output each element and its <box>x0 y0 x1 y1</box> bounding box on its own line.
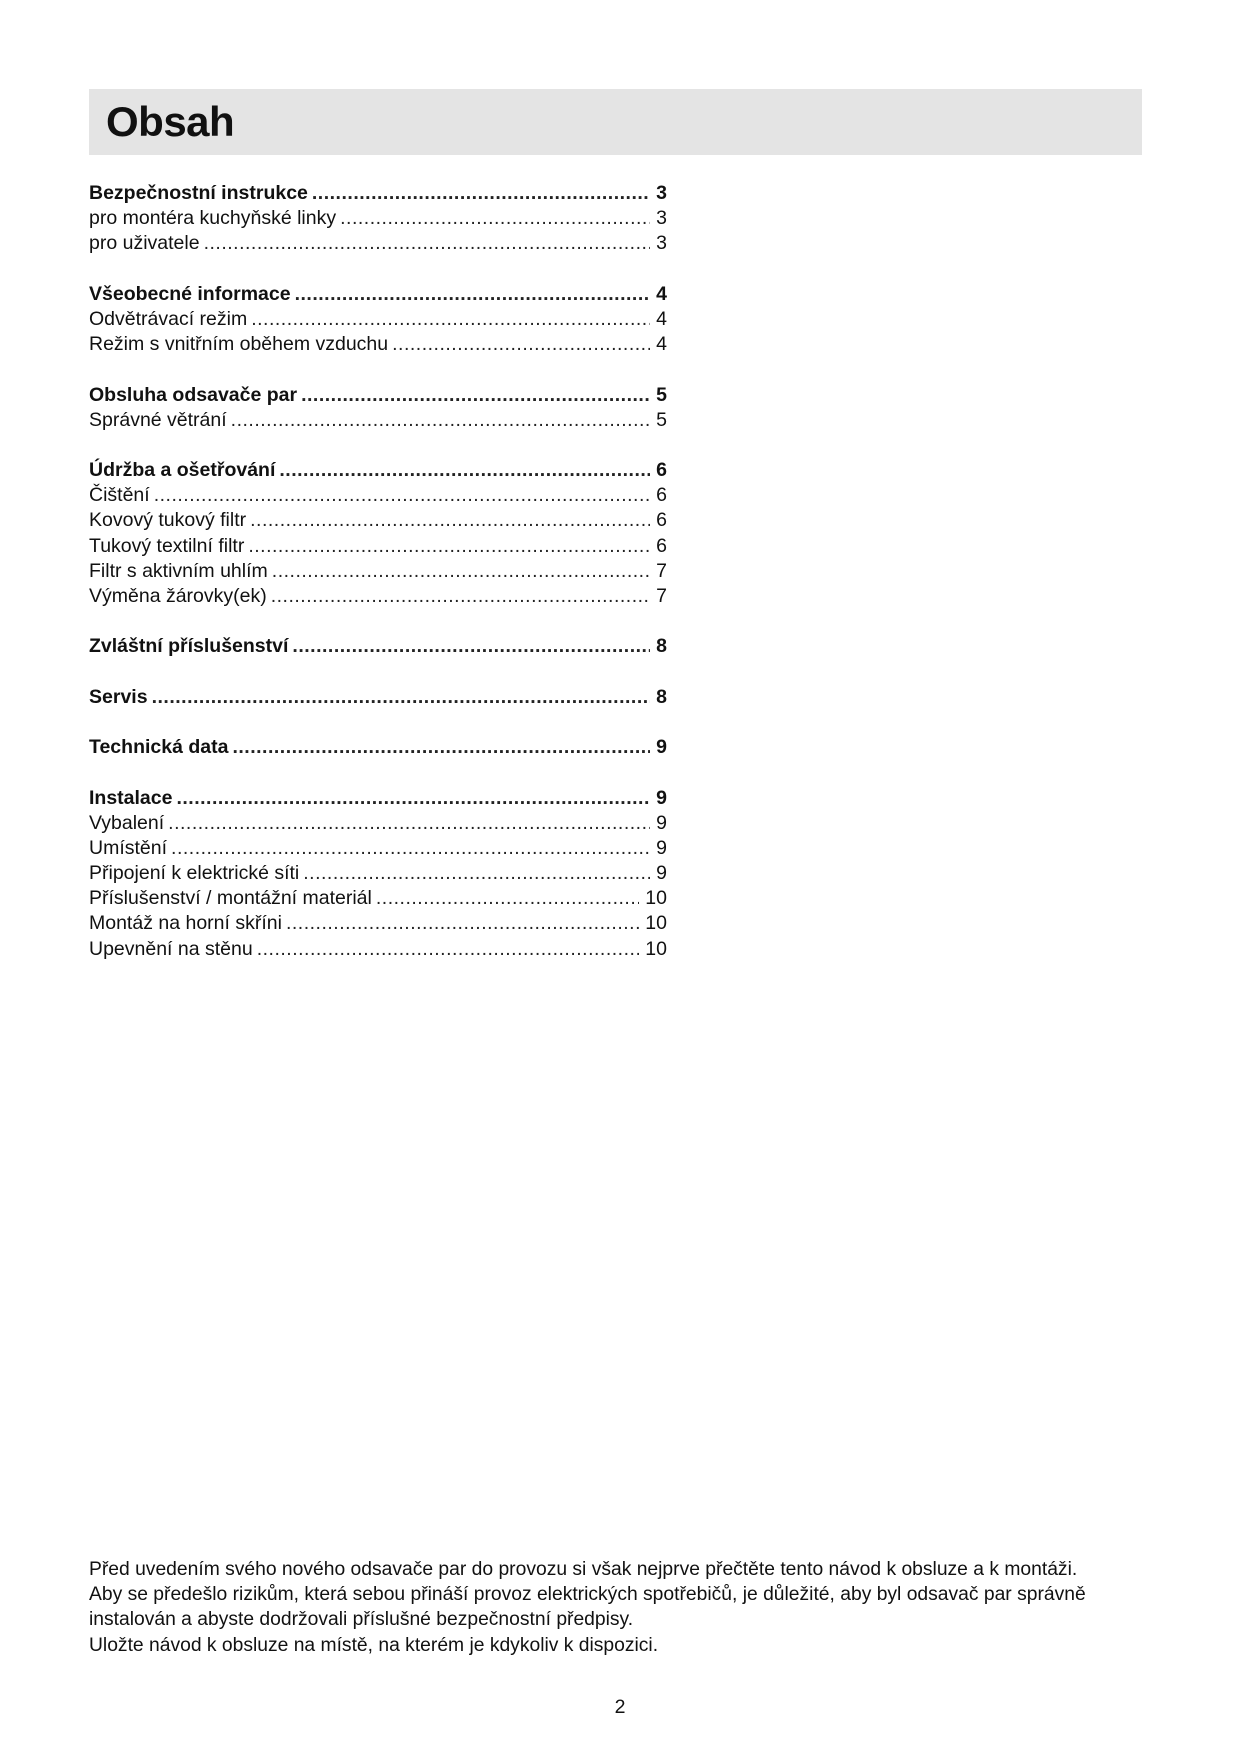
toc-page-number: 9 <box>656 862 667 885</box>
toc-page-number: 9 <box>656 836 667 859</box>
toc-entry <box>89 584 667 609</box>
toc-section <box>89 634 667 659</box>
toc-page-number: 10 <box>645 912 667 935</box>
toc-label: Upevnění na stěnu <box>89 937 253 960</box>
toc-label: Kovový tukový filtr <box>89 509 247 532</box>
toc-page-number: 5 <box>656 383 667 406</box>
toc-label: Servis <box>89 685 148 708</box>
toc-page-number: 6 <box>656 459 667 482</box>
toc-leader-dots <box>295 282 651 307</box>
toc-leader-dots <box>250 508 650 533</box>
toc-page-number: 4 <box>656 333 667 356</box>
toc-label: Umístění <box>89 836 168 859</box>
toc-entry <box>89 408 667 433</box>
toc-leader-dots <box>340 206 650 231</box>
toc-page-number: 8 <box>656 635 667 658</box>
toc-page-number: 3 <box>656 182 667 204</box>
toc-page-number: 9 <box>656 736 667 759</box>
toc-heading <box>89 735 667 760</box>
toc-leader-dots <box>292 634 650 659</box>
toc-entry <box>89 886 667 911</box>
toc-label: Filtr s aktivním uhlím <box>89 559 268 582</box>
toc-leader-dots <box>257 937 640 962</box>
intro-text <box>89 1557 1149 1658</box>
toc-entry <box>89 231 667 256</box>
toc-label: Bezpečnostní instrukce <box>89 182 308 204</box>
page-number: 2 <box>614 1696 626 1718</box>
toc-heading <box>89 282 667 307</box>
toc-section <box>89 735 667 760</box>
toc-label: Připojení k elektrické síti <box>89 862 300 885</box>
toc-label: Čištění <box>89 484 150 507</box>
toc-leader-dots <box>232 735 650 760</box>
toc-entry <box>89 307 667 332</box>
toc-leader-dots <box>152 685 651 710</box>
toc-entry <box>89 811 667 836</box>
toc-page-number: 5 <box>656 408 667 431</box>
title-bar <box>89 89 1142 155</box>
toc-leader-dots <box>279 458 650 483</box>
toc-entry <box>89 559 667 584</box>
toc-label: Technická data <box>89 736 229 759</box>
toc-label: Montáž na horní skříni <box>89 912 282 935</box>
toc-page-number: 10 <box>645 887 667 910</box>
toc-page-number: 8 <box>656 685 667 708</box>
toc-entry <box>89 206 667 231</box>
intro-paragraph-1: Před uvedením svého nového odsavače par do provozu si však nejprve přečtěte tento návod k obsluze a k montáži. <box>89 1559 1078 1580</box>
table-of-contents <box>89 181 667 987</box>
toc-label: Instalace <box>89 786 173 809</box>
toc-entry <box>89 483 667 508</box>
toc-page-number: 6 <box>656 509 667 532</box>
toc-leader-dots <box>376 886 639 911</box>
toc-section <box>89 458 667 609</box>
toc-leader-dots <box>271 584 650 609</box>
toc-section <box>89 383 667 433</box>
toc-page-number: 7 <box>656 585 667 607</box>
toc-entry <box>89 332 667 357</box>
toc-label: Příslušenství / montážní materiál <box>89 887 372 910</box>
toc-label: Vybalení <box>89 811 165 834</box>
toc-leader-dots <box>272 559 650 584</box>
toc-label: Správné větrání <box>89 408 227 431</box>
toc-label: Režim s vnitřním oběhem vzduchu <box>89 333 389 356</box>
toc-entry <box>89 937 667 962</box>
toc-page-number: 4 <box>656 282 667 305</box>
toc-section <box>89 786 667 962</box>
toc-leader-dots <box>154 483 650 508</box>
toc-leader-dots <box>251 307 650 332</box>
toc-heading <box>89 383 667 408</box>
toc-label: Výměna žárovky(ek) <box>89 585 267 607</box>
toc-page-number: 9 <box>656 786 667 809</box>
toc-page-number: 6 <box>656 534 667 557</box>
toc-leader-dots <box>176 786 650 811</box>
toc-page-number: 3 <box>656 232 667 255</box>
toc-label: Zvláštní příslušenství <box>89 635 289 658</box>
toc-entry <box>89 508 667 533</box>
toc-leader-dots <box>301 383 650 408</box>
toc-heading <box>89 685 667 710</box>
toc-label: pro uživatele <box>89 232 200 255</box>
intro-paragraph-3: Uložte návod k obsluze na místě, na kterém je kdykoliv k dispozici. <box>89 1634 659 1656</box>
toc-entry <box>89 836 667 861</box>
toc-section <box>89 685 667 710</box>
toc-label: Tukový textilní filtr <box>89 534 245 557</box>
toc-page-number: 9 <box>656 811 667 834</box>
toc-section <box>89 181 667 257</box>
toc-leader-dots <box>312 181 650 206</box>
toc-heading <box>89 786 667 811</box>
toc-page-number: 6 <box>656 484 667 507</box>
intro-paragraph-2: Aby se předešlo rizikům, která sebou přináší provoz elektrických spotřebičů, je důležité, aby byl odsavač par správně instalován a abyste dodržovali příslušné bezpečnostní předpisy. <box>89 1584 1086 1631</box>
toc-page-number: 3 <box>656 207 667 230</box>
toc-heading <box>89 634 667 659</box>
toc-leader-dots <box>248 534 650 559</box>
toc-page-number: 7 <box>656 559 667 582</box>
toc-leader-dots <box>303 861 650 886</box>
toc-entry <box>89 534 667 559</box>
toc-leader-dots <box>286 911 639 936</box>
toc-entry <box>89 861 667 886</box>
toc-page-number: 4 <box>656 307 667 330</box>
toc-heading <box>89 458 667 483</box>
toc-label: Údržba a ošetřování <box>89 459 276 482</box>
toc-label: pro montéra kuchyňské linky <box>89 207 337 230</box>
toc-entry <box>89 911 667 936</box>
toc-leader-dots <box>168 811 650 836</box>
toc-label: Obsluha odsavače par <box>89 383 298 406</box>
toc-leader-dots <box>231 408 650 433</box>
toc-label: Všeobecné informace <box>89 282 291 305</box>
page-title: Obsah <box>106 98 235 145</box>
toc-heading <box>89 181 667 206</box>
toc-leader-dots <box>171 836 650 861</box>
toc-section <box>89 282 667 358</box>
toc-leader-dots <box>392 332 650 357</box>
toc-label: Odvětrávací režim <box>89 307 248 330</box>
toc-page-number: 10 <box>645 937 667 960</box>
toc-leader-dots <box>204 231 651 256</box>
